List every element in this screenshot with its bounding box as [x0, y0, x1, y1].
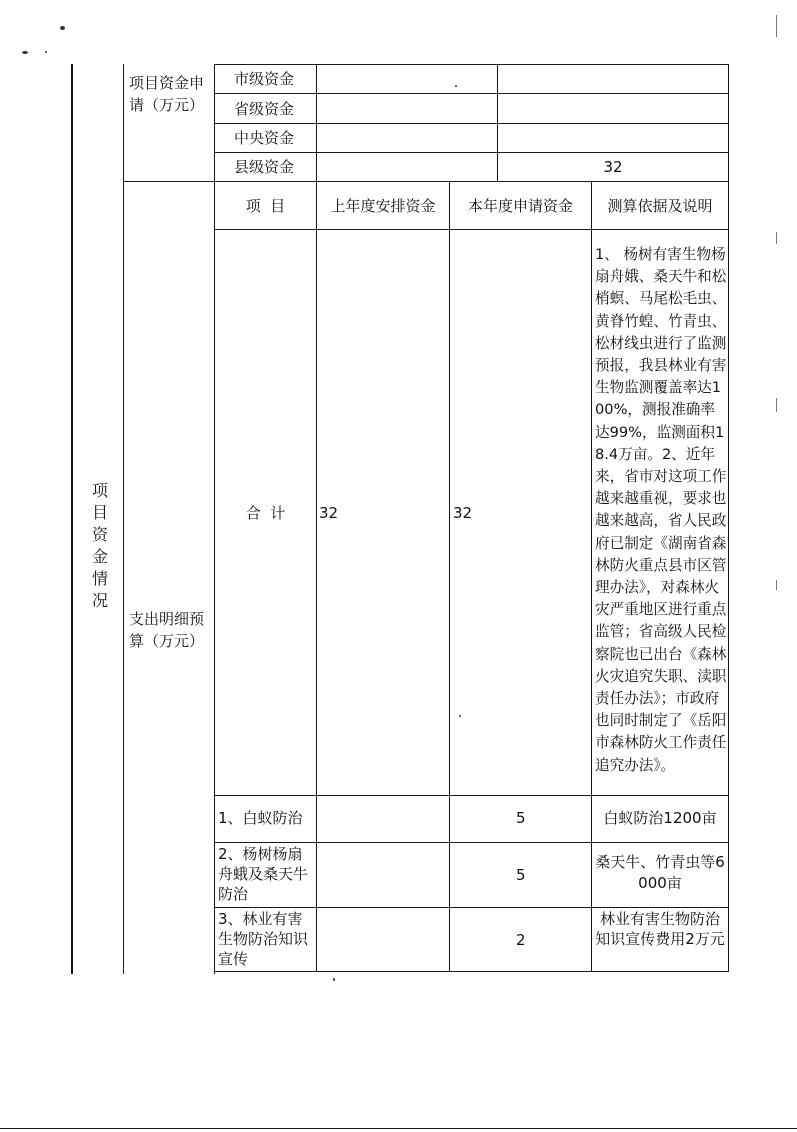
funding-level-label: 县级资金 — [234, 158, 295, 176]
total-item: 合 计 — [245, 504, 286, 522]
budget-label: 支出明细预算（万元） — [129, 610, 205, 650]
scan-speck — [60, 26, 65, 30]
scan-edge-mark — [776, 232, 777, 244]
funding-application-label: 项目资金申请（万元） — [129, 74, 205, 114]
header-this-year: 本年度申请资金 — [467, 197, 573, 215]
section-label: 项目资金情况 — [91, 481, 108, 610]
header-item: 项 目 — [245, 197, 286, 215]
table-top-border — [214, 64, 729, 65]
funding-col-divider — [316, 64, 317, 181]
total-this-year: 32 — [453, 504, 473, 522]
table-left-border — [71, 64, 73, 974]
row-divider — [214, 93, 729, 94]
budget-col-divider — [316, 181, 317, 971]
detail-basis: 林业有害生物防治知识宣传费用2万元 — [595, 910, 725, 948]
scan-edge-mark — [776, 580, 777, 590]
funding-level-label: 中央资金 — [234, 129, 295, 147]
scan-speck — [459, 715, 461, 717]
budget-header-bottom — [214, 229, 729, 230]
funding-level-label: 省级资金 — [234, 100, 295, 118]
scan-edge-mark — [776, 398, 777, 412]
scan-speck — [22, 51, 28, 54]
row-divider — [214, 152, 729, 153]
detail-this-year: 2 — [516, 931, 526, 949]
scan-speck — [45, 51, 47, 53]
header-basis: 测算依据及说明 — [607, 197, 713, 215]
table-right-border — [728, 64, 729, 972]
row-divider — [214, 842, 729, 843]
row-divider — [214, 123, 729, 124]
detail-basis: 白蚁防治1200亩 — [603, 809, 717, 827]
table-bottom-border — [214, 971, 729, 972]
total-row-bottom — [214, 795, 729, 796]
funding-value: 32 — [603, 158, 623, 176]
total-basis: 1、 杨树有害生物杨扇舟娥、桑天牛和松梢螟、马尾松毛虫、黄脊竹蝗、竹青虫、松材线虫进行了监测预报，我县林业有害生物监测覆盖率达100%，测报准确率达99%，监测面积18.4万亩。2、近年来，省市对这项工作越来越重视，要求也越来越高，省人民政府已制定《湖南省森林防火重点县市区管理办法》，对森林火灾严重地区进行重点监管；省高级人民检察院也已出台《森林火灾追究失职、渎职责任办法》；市政府也同时制定了《岳阳市森林防火工作责任追究办法》。 — [595, 246, 727, 774]
row-divider — [214, 907, 729, 908]
detail-item: 1、白蚁防治 — [218, 809, 303, 827]
scan-speck — [455, 85, 457, 87]
header-last-year: 上年度安排资金 — [330, 197, 436, 215]
total-last-year: 32 — [319, 504, 339, 522]
budget-col-divider — [449, 181, 450, 971]
detail-this-year: 5 — [516, 809, 526, 827]
scan-edge-mark — [776, 15, 777, 37]
detail-basis: 桑天牛、竹青虫等6000亩 — [595, 853, 725, 892]
detail-item: 3、林业有害生物防治知识宣传 — [218, 910, 309, 968]
section-divider-line — [123, 64, 124, 974]
budget-col-divider — [591, 181, 592, 971]
funding-bottom-border — [123, 181, 729, 182]
detail-item: 2、杨树杨扇舟蛾及桑天牛防治 — [218, 845, 309, 903]
scan-speck — [333, 978, 335, 981]
funding-level-label: 市级资金 — [234, 70, 295, 88]
page-bottom-rule — [0, 1128, 797, 1129]
detail-this-year: 5 — [516, 866, 526, 884]
